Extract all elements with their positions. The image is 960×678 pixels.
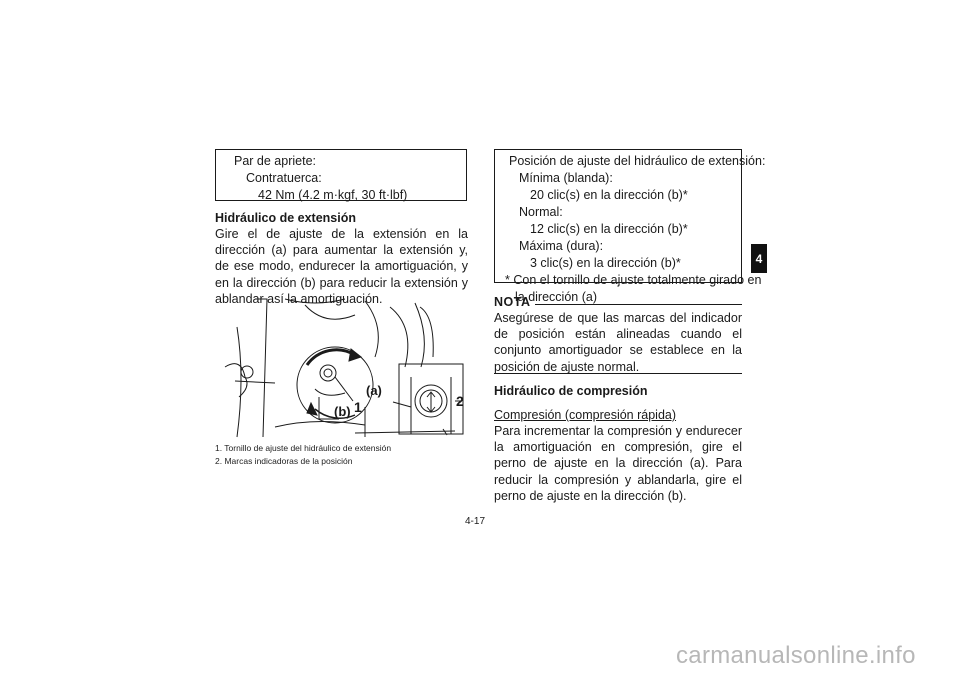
footnote-line-2: la dirección (a) [515,290,597,304]
footnote-line-1: * Con el tornillo de ajuste totalmente girado en [505,273,762,287]
figure-captions [215,442,468,468]
locknut-label: Contratuerca: [246,171,322,185]
compression-subheading: Compresión (compresión rápida) [494,408,677,422]
direction-b-label: (b) [334,404,351,419]
minimum-label: Mínima (blanda): [519,171,613,185]
compression-heading: Hidráulico de compresión [494,384,648,398]
minimum-value: 20 clic(s) en la dirección (b)* [530,188,688,202]
rebound-paragraph: Gire el de ajuste de la extensión en la dirección (a) para aumentar la extensión y, de ese modo, endurecer la amortiguación, y en la dirección (b) para reducir la extensión y ablandar así la amortiguación. [215,227,468,306]
page-number: 4-17 [465,516,486,527]
rebound-adjuster-figure [215,297,468,439]
callout-1-label: 1 [354,399,362,415]
chapter-tab: 4 [751,244,767,273]
normal-label: Normal: [519,205,563,219]
maximum-value: 3 clic(s) en la dirección (b)* [530,256,681,270]
note-top-rule [535,304,743,305]
note-bottom-rule [494,373,742,374]
note-label: NOTA [494,295,531,309]
caption-item-1: 1. Tornillo de ajuste del hidráulico de extensión [215,443,392,453]
rebound-heading: Hidráulico de extensión [215,211,357,225]
compression-paragraph: Para incrementar la compresión y endurecer la amortiguación en compresión, gire el perno de ajuste en la dirección (a). Para reducir la compresión y ablandarla, gire el perno de ajuste en la dirección (b). [494,424,742,503]
callout-2-label: 2 [456,393,464,409]
torque-spec-box [215,149,467,201]
watermark-text: carmanualsonline.info [676,642,916,669]
direction-a-label: (a) [366,383,382,398]
settings-title: Posición de ajuste del hidráulico de extensión: [509,154,766,168]
torque-label: Par de apriete: [234,154,316,168]
note-paragraph: Asegúrese de que las marcas del indicador de posición están alineadas cuando el conjunto amortiguador se establece en la posición de ajuste normal. [494,311,742,374]
torque-value: 42 Nm (4.2 m·kgf, 30 ft·lbf) [258,188,408,202]
normal-value: 12 clic(s) en la dirección (b)* [530,222,688,236]
maximum-label: Máxima (dura): [519,239,604,253]
caption-item-2: 2. Marcas indicadoras de la posición [215,456,353,466]
note-header [494,295,742,309]
